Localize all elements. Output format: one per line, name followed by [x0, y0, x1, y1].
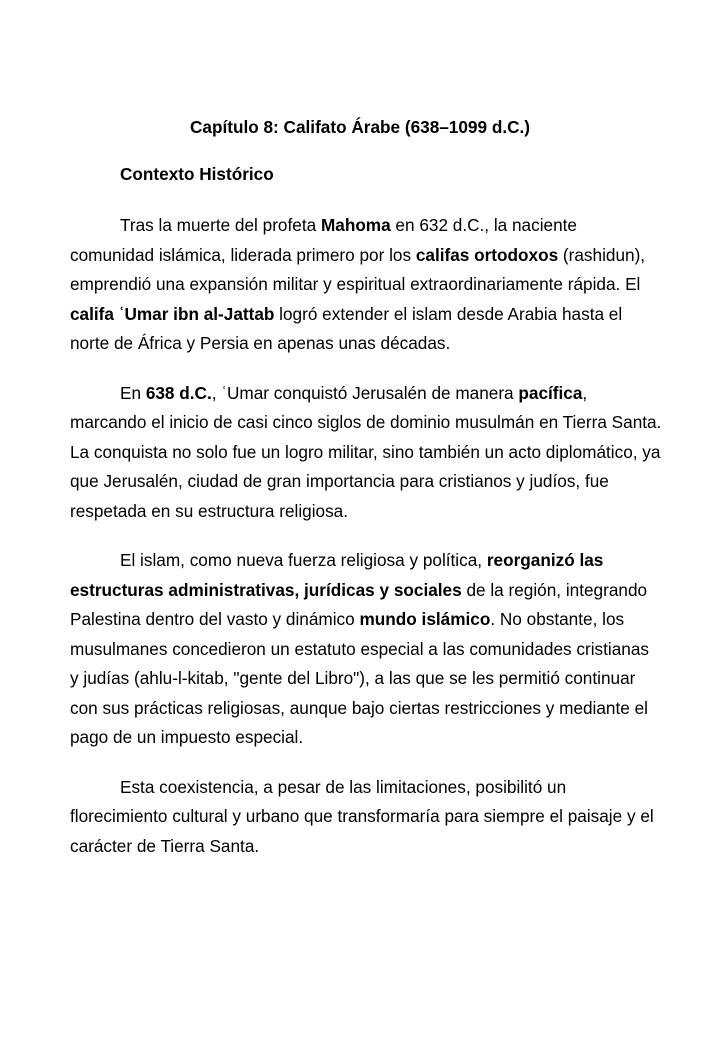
chapter-title: Capítulo 8: Califato Árabe (638–1099 d.C.) [189, 117, 531, 137]
text-run: florecimiento cultural y urbano que transformaría para siempre el paisaje y el [70, 806, 654, 826]
text-line [70, 270, 650, 300]
text-run: de la región, integrando [461, 579, 648, 600]
text-line [70, 664, 650, 694]
document-body [70, 211, 662, 861]
text-run: , ʿUmar conquistó Jerusalén de manera [211, 382, 519, 403]
text-run: carácter de Tierra Santa. [70, 835, 260, 856]
text-line [70, 802, 654, 832]
bold-text-run: califa ʿUmar ibn al-Jattab [70, 303, 275, 324]
text-line [70, 211, 650, 241]
bold-text-run: 638 d.C. [145, 382, 212, 403]
text-run: En [120, 382, 146, 403]
bold-text-run: pacífica [518, 382, 583, 403]
text-line [70, 300, 650, 330]
text-run: . No obstante, los [490, 609, 625, 629]
text-line [70, 408, 662, 438]
text-run: Esta coexistencia, a pesar de las limitaciones, posibilitó un [120, 776, 567, 797]
text-line [70, 694, 650, 724]
text-line [70, 605, 650, 635]
text-run: (rashidun), [558, 244, 646, 265]
text-run: pago de un impuesto especial. [70, 727, 304, 747]
text-run: emprendió una expansión militar y espiritual extraordinariamente rápida. El [70, 274, 641, 294]
text-run: musulmanes concedieron un estatuto especial a las comunidades cristianas [70, 638, 649, 659]
text-line [70, 329, 650, 359]
bold-text-run: mundo islámico [359, 609, 491, 629]
text-line [70, 635, 650, 665]
text-run: El islam, como nueva fuerza religiosa y política, [120, 550, 487, 570]
text-line [70, 723, 650, 753]
text-line [70, 438, 661, 468]
text-run: respetada en su estructura religiosa. [70, 500, 349, 521]
bold-text-run: Mahoma [320, 215, 391, 235]
text-run: , [582, 382, 588, 403]
bold-text-run: reorganizó las [486, 550, 604, 570]
text-line [70, 497, 650, 527]
text-run: con sus prácticas religiosas, aunque bajo ciertas restricciones y mediante el [70, 697, 648, 718]
text-run: en 632 d.C., la naciente [390, 215, 577, 235]
text-run: logró extender el islam desde Arabia hasta el [274, 303, 623, 324]
text-line [70, 241, 650, 271]
paragraph [70, 211, 650, 359]
text-line [70, 546, 650, 576]
text-run: y judías (ahlu-l-kitab, "gente del Libro"), a las que se les permitió continuar [70, 668, 636, 688]
text-run: norte de África y Persia en apenas unas décadas. [70, 333, 451, 353]
text-line [70, 832, 650, 862]
text-line [70, 379, 650, 409]
bold-text-run: califas ortodoxos [415, 244, 559, 265]
text-run: que Jerusalén, ciudad de gran importancia para cristianos y judíos, fue [70, 471, 609, 491]
text-line [70, 576, 650, 606]
text-run: Tras la muerte del profeta [120, 215, 321, 235]
text-line [70, 467, 650, 497]
bold-text-run: estructuras administrativas, jurídicas y sociales [70, 579, 462, 600]
paragraph [70, 773, 654, 862]
text-run: marcando el inicio de casi cinco siglos de dominio musulmán en Tierra Santa. [70, 412, 662, 432]
text-run: Palestina dentro del vasto y dinámico [70, 609, 360, 629]
section-heading: Contexto Histórico [120, 163, 274, 184]
text-run: La conquista no solo fue un logro militar, sino también un acto diplomático, ya [70, 441, 661, 462]
text-run: comunidad islámica, liderada primero por los [70, 244, 416, 265]
text-line [70, 773, 650, 803]
paragraph [70, 546, 650, 753]
paragraph [70, 379, 662, 527]
